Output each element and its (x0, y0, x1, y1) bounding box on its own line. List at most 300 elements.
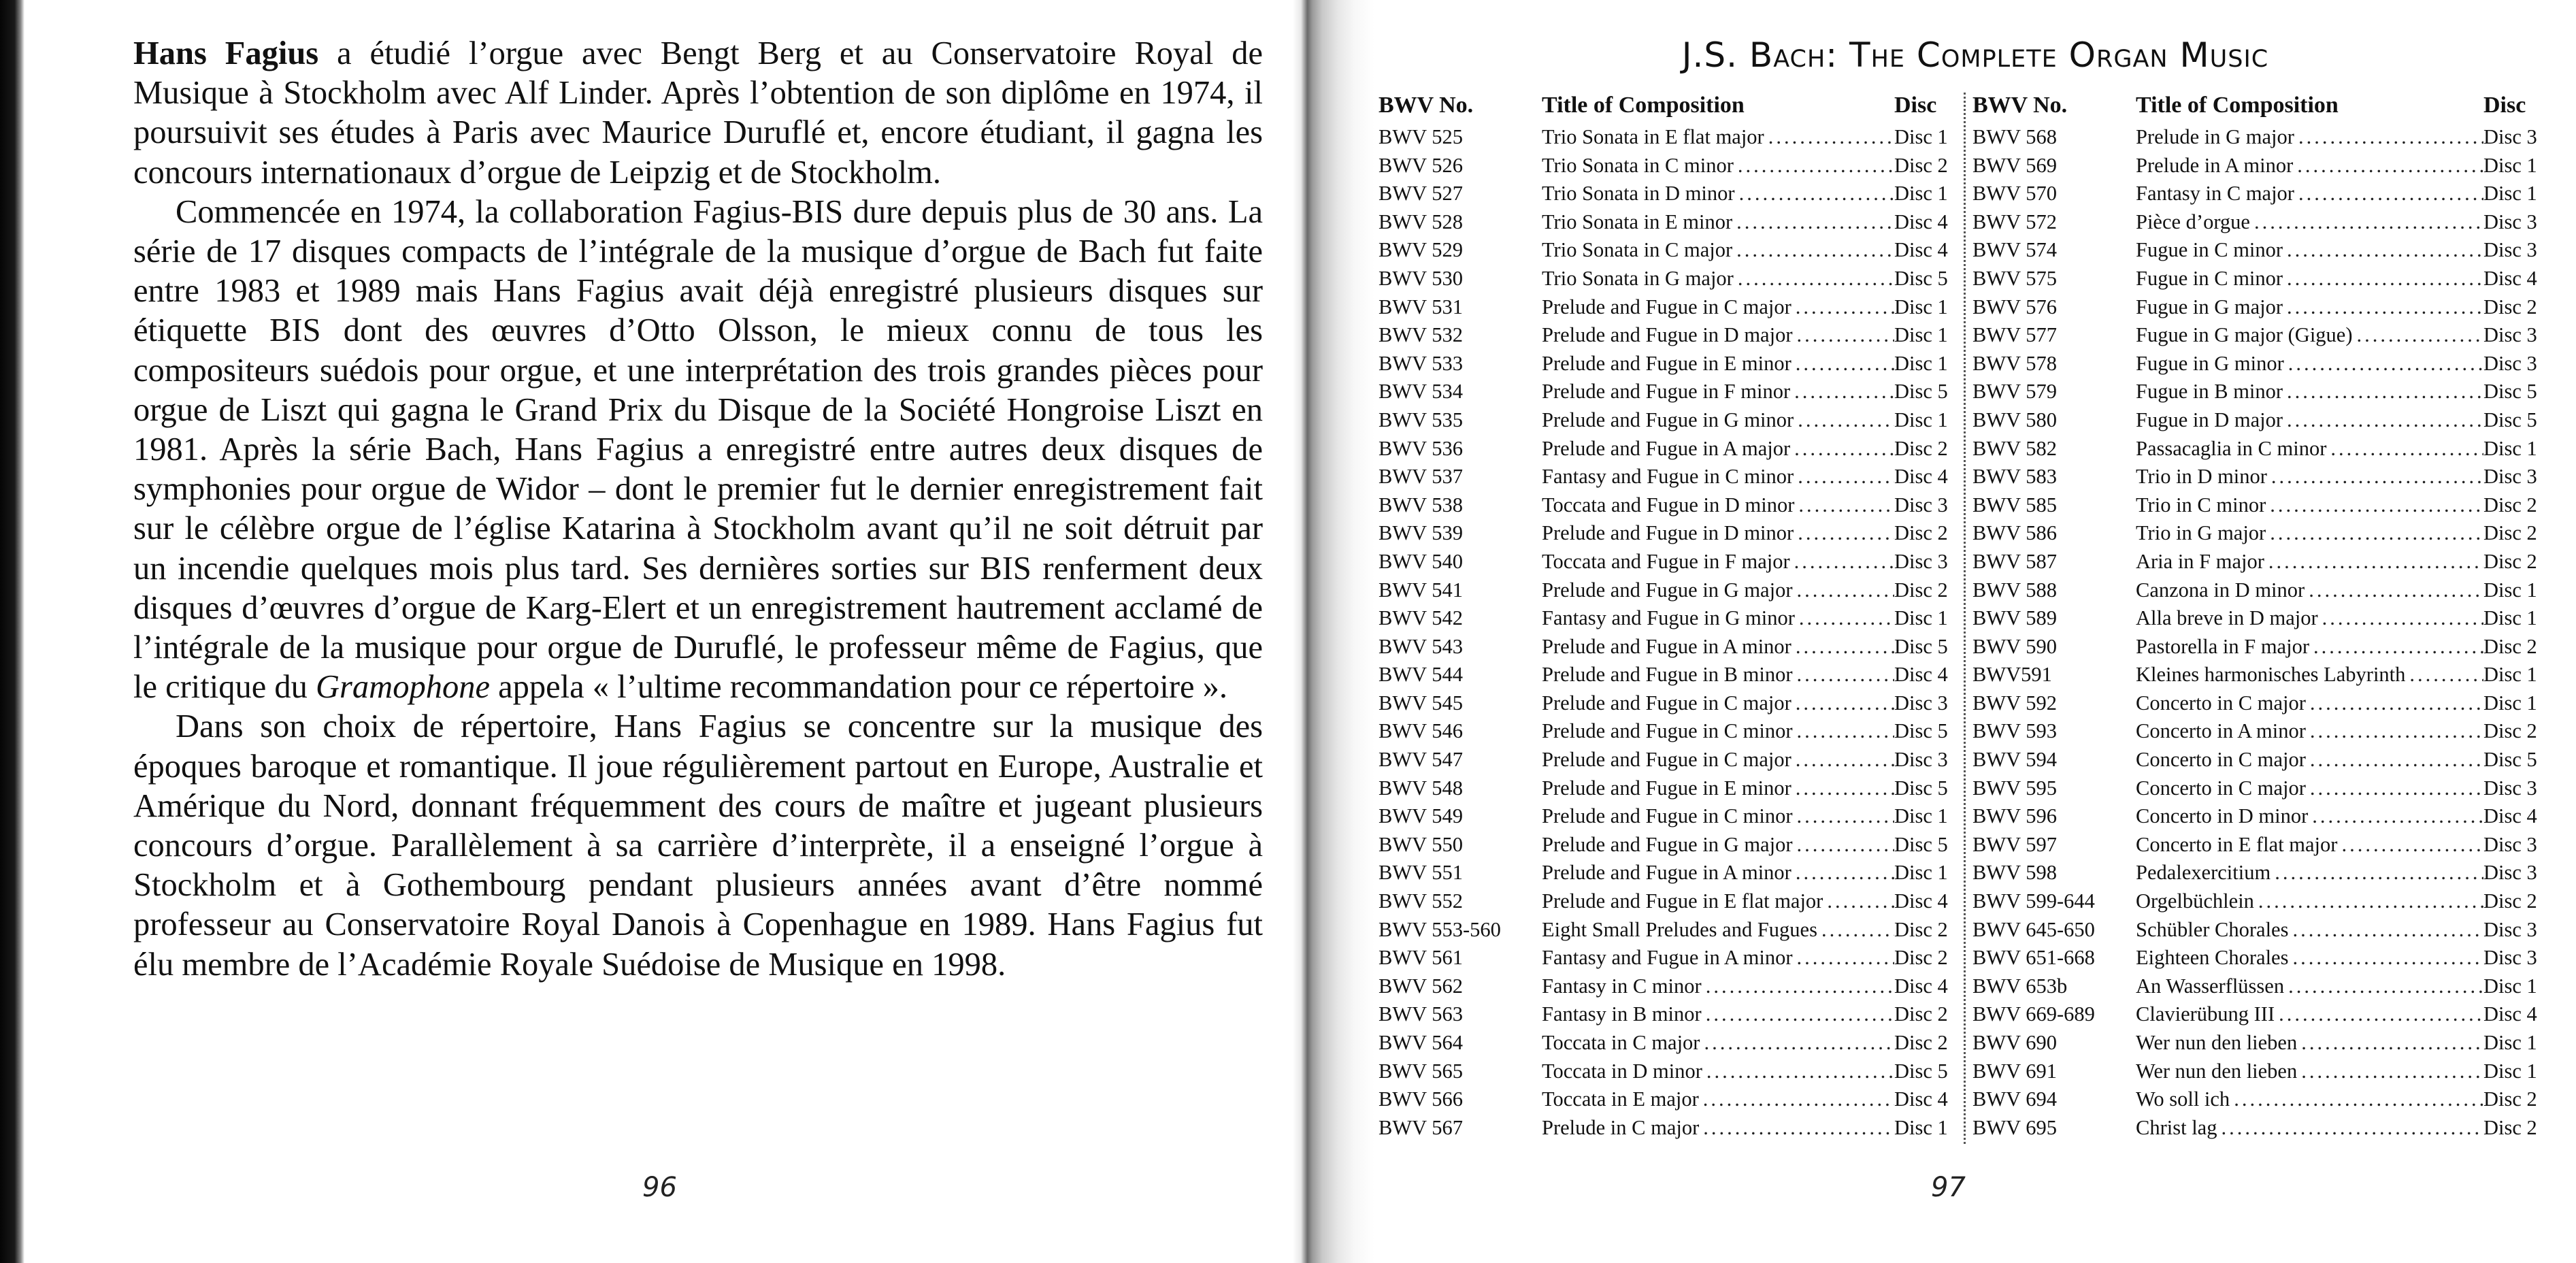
bwv-number: BWV 577 (1972, 323, 2057, 347)
disc-number: Disc 1 (1894, 295, 1948, 318)
composition-title (1542, 974, 1894, 998)
title-text: An Wasserflüssen (2136, 974, 2285, 998)
dot-leader (2301, 1060, 2483, 1083)
dot-leader (2287, 380, 2483, 404)
title-text: Prelude and Fugue in A minor (1542, 634, 1791, 658)
catalog-row (1972, 1002, 2549, 1031)
dot-leader (2254, 210, 2483, 234)
catalog-row (1972, 267, 2549, 295)
catalog-row (1972, 833, 2549, 862)
catalog-row (1378, 210, 1951, 239)
publication-name: Gramophone (316, 669, 490, 706)
composition-title (2136, 719, 2483, 743)
title-text: Fantasy and Fugue in C minor (1542, 465, 1794, 489)
bwv-number: BWV 566 (1378, 1087, 1463, 1111)
catalog-row (1972, 974, 2549, 1003)
title-text: Pastorella in F major (2136, 634, 2309, 658)
title-text: Wer nun den lieben (2136, 1059, 2298, 1083)
dot-leader (1706, 1060, 1894, 1083)
bwv-number: BWV 669-689 (1972, 1002, 2095, 1026)
title-text: Toccata in C major (1542, 1031, 1700, 1054)
header-disc: Disc (2483, 93, 2526, 118)
catalog-row (1972, 550, 2549, 578)
dot-leader (1799, 606, 1894, 630)
disc-number: Disc 2 (1894, 946, 1948, 970)
bwv-number: BWV 596 (1972, 804, 2057, 828)
bwv-number: BWV 579 (1972, 380, 2057, 404)
catalog-row (1972, 352, 2549, 380)
catalog-row (1972, 635, 2549, 663)
bwv-number: BWV 570 (1972, 182, 2057, 206)
disc-number: Disc 3 (1894, 691, 1948, 715)
bwv-number: BWV 551 (1378, 861, 1463, 885)
title-text: Fugue in G major (Gigue) (2136, 323, 2353, 347)
dot-leader (2309, 578, 2483, 602)
disc-number: Disc 4 (2483, 1002, 2537, 1026)
book-gutter (1293, 0, 1374, 1263)
dot-leader (1796, 691, 1894, 715)
catalog-row (1378, 804, 1951, 833)
disc-number: Disc 2 (2483, 549, 2537, 573)
title-text: Toccata in D minor (1542, 1059, 1702, 1083)
disc-number: Disc 3 (2483, 946, 2537, 970)
catalog-row (1378, 352, 1951, 380)
catalog-row (1378, 154, 1951, 182)
bwv-number: BWV 549 (1378, 804, 1463, 828)
composition-title (1542, 323, 1894, 347)
catalog-row (1378, 974, 1951, 1003)
catalog-row (1378, 918, 1951, 947)
title-text: Prelude and Fugue in D minor (1542, 521, 1794, 545)
disc-number: Disc 4 (1894, 1087, 1948, 1111)
disc-number: Disc 1 (2483, 663, 2537, 687)
title-text: Fugue in B minor (2136, 380, 2283, 404)
catalog-row (1378, 1002, 1951, 1031)
bwv-number: BWV 564 (1378, 1031, 1463, 1054)
title-text: Trio Sonata in D minor (1542, 182, 1735, 206)
title-text: Prelude and Fugue in C major (1542, 295, 1791, 318)
dot-leader (2341, 833, 2483, 857)
disc-number: Disc 1 (1894, 182, 1948, 206)
disc-number: Disc 3 (2483, 832, 2537, 856)
dot-leader (1768, 125, 1894, 149)
dot-leader (1798, 493, 1894, 517)
disc-number: Disc 2 (2483, 634, 2537, 658)
title-text: Fantasy in C major (2136, 182, 2294, 206)
catalog-row (1378, 606, 1951, 635)
catalog-row (1378, 776, 1951, 805)
bwv-number: BWV 542 (1378, 606, 1463, 630)
composition-title (2136, 578, 2483, 602)
dot-leader (2279, 1002, 2483, 1026)
bwv-number: BWV 538 (1378, 493, 1463, 516)
catalog-row (1378, 521, 1951, 550)
disc-number: Disc 3 (2483, 351, 2537, 375)
dot-leader (1821, 918, 1894, 942)
disc-number: Disc 4 (2483, 266, 2537, 290)
disc-number: Disc 4 (1894, 663, 1948, 687)
catalog-row (1972, 889, 2549, 918)
disc-number: Disc 3 (2483, 776, 2537, 800)
catalog-row (1972, 521, 2549, 550)
title-text: Prelude and Fugue in C major (1542, 748, 1791, 772)
dot-leader (2330, 437, 2483, 461)
disc-number: Disc 4 (1894, 974, 1948, 998)
title-text: Prelude and Fugue in C minor (1542, 804, 1793, 828)
catalog-row (1378, 465, 1951, 493)
dot-leader (1796, 776, 1894, 800)
catalog-row (1972, 946, 2549, 974)
title-text: Fantasy and Fugue in G minor (1542, 606, 1795, 630)
disc-number: Disc 5 (1894, 776, 1948, 800)
disc-number: Disc 1 (2483, 153, 2537, 177)
disc-number: Disc 5 (1894, 1059, 1948, 1083)
dot-leader (2297, 154, 2483, 178)
title-text: Prelude and Fugue in A minor (1542, 861, 1791, 885)
dot-leader (1797, 719, 1894, 743)
bwv-number: BWV 565 (1378, 1059, 1463, 1083)
bwv-number: BWV 531 (1378, 295, 1463, 318)
bwv-number: BWV 552 (1378, 889, 1463, 913)
bwv-number: BWV 562 (1378, 974, 1463, 998)
catalog-rows (1972, 125, 2549, 1144)
disc-number: Disc 4 (1894, 889, 1948, 913)
dot-leader (1796, 833, 1894, 857)
catalog-row (1378, 691, 1951, 720)
dot-leader (1798, 465, 1894, 489)
artist-name: Hans Fagius (133, 35, 319, 71)
title-text: Trio Sonata in G major (1542, 266, 1734, 290)
header-disc: Disc (1894, 93, 1937, 118)
composition-title (2136, 493, 2483, 517)
disc-number: Disc 1 (1894, 606, 1948, 630)
title-text: Alla breve in D major (2136, 606, 2318, 630)
catalog-row (1972, 663, 2549, 691)
disc-number: Disc 3 (2483, 465, 2537, 489)
title-text: Fantasy in C minor (1542, 974, 1702, 998)
catalog-row (1378, 323, 1951, 352)
bwv-number: BWV 645-650 (1972, 917, 2095, 941)
disc-number: Disc 3 (2483, 323, 2537, 347)
composition-title (1542, 465, 1894, 489)
composition-title (2136, 918, 2483, 942)
title-text: Prelude and Fugue in A major (1542, 436, 1791, 460)
catalog-row (1378, 1116, 1951, 1145)
disc-number: Disc 1 (1894, 861, 1948, 885)
composition-title (1542, 606, 1894, 630)
dot-leader (2287, 238, 2483, 262)
book-binding-edge (0, 0, 24, 1263)
title-text: Trio Sonata in E minor (1542, 210, 1733, 233)
dot-leader (2322, 606, 2483, 630)
bwv-number: BWV 595 (1972, 776, 2057, 800)
disc-number: Disc 2 (2483, 719, 2537, 743)
composition-title (1542, 210, 1894, 234)
title-text: Schübler Chorales (2136, 917, 2289, 941)
bwv-number: BWV 545 (1378, 691, 1463, 715)
catalog-row (1972, 918, 2549, 947)
title-text: Orgelbüchlein (2136, 889, 2254, 913)
disc-number: Disc 3 (1894, 549, 1948, 573)
title-text: Prelude and Fugue in E flat major (1542, 889, 1823, 913)
bwv-number: BWV 526 (1378, 153, 1463, 177)
title-text: Concerto in C major (2136, 776, 2306, 800)
dot-leader (1706, 1002, 1894, 1026)
composition-title (1542, 1060, 1894, 1083)
bwv-number: BWV 561 (1378, 946, 1463, 970)
composition-title (1542, 833, 1894, 857)
disc-number: Disc 1 (1894, 408, 1948, 431)
catalog-rows (1378, 125, 1951, 1144)
dot-leader (2298, 182, 2483, 206)
dot-leader (2258, 889, 2483, 913)
dot-leader (1798, 408, 1894, 432)
composition-title (1542, 295, 1894, 319)
bwv-number: BWV 576 (1972, 295, 2057, 318)
title-text: Wo soll ich (2136, 1087, 2230, 1111)
disc-number: Disc 1 (1894, 1115, 1948, 1139)
disc-number: Disc 3 (1894, 493, 1948, 516)
bwv-number: BWV 528 (1378, 210, 1463, 233)
catalog-row (1378, 861, 1951, 889)
catalog-row (1378, 1031, 1951, 1060)
title-text: Prelude and Fugue in C minor (1542, 719, 1793, 743)
disc-number: Disc 3 (2483, 210, 2537, 233)
composition-title (1542, 380, 1894, 404)
catalog-row (1972, 691, 2549, 720)
bwv-number: BWV 563 (1378, 1002, 1463, 1026)
composition-title (2136, 154, 2483, 178)
disc-number: Disc 5 (1894, 266, 1948, 290)
bwv-number: BWV 592 (1972, 691, 2057, 715)
bwv-number: BWV 593 (1972, 719, 2057, 743)
disc-number: Disc 2 (1894, 917, 1948, 941)
disc-number: Disc 2 (1894, 521, 1948, 545)
bwv-number: BWV 540 (1378, 549, 1463, 573)
dot-leader (2301, 1031, 2483, 1055)
dot-leader (1794, 437, 1894, 461)
catalog-row (1972, 295, 2549, 324)
dot-leader (1796, 352, 1894, 376)
catalog-row (1972, 578, 2549, 607)
composition-title (2136, 691, 2483, 715)
composition-title (2136, 1087, 2483, 1111)
title-text: Prelude and Fugue in D major (1542, 323, 1793, 347)
disc-number: Disc 1 (2483, 578, 2537, 602)
composition-title (2136, 323, 2483, 347)
title-text: Concerto in D minor (2136, 804, 2309, 828)
disc-number: Disc 5 (2483, 380, 2537, 404)
dot-leader (1796, 295, 1894, 319)
bwv-number: BWV 651-668 (1972, 946, 2095, 970)
composition-title (1542, 663, 1894, 687)
title-text: Prelude in C major (1542, 1115, 1700, 1139)
bwv-number: BWV 537 (1378, 465, 1463, 489)
header-bwv: BWV No. (1972, 93, 2068, 118)
dot-leader (2270, 521, 2483, 545)
catalog-row (1378, 1087, 1951, 1116)
composition-title (2136, 606, 2483, 630)
dot-leader (1736, 238, 1894, 262)
disc-number: Disc 1 (2483, 182, 2537, 206)
title-text: Trio Sonata in C major (1542, 238, 1733, 262)
disc-number: Disc 3 (2483, 238, 2537, 262)
bwv-number: BWV591 (1972, 663, 2052, 687)
disc-number: Disc 2 (2483, 521, 2537, 545)
composition-title (1542, 238, 1894, 262)
composition-title (1542, 748, 1894, 772)
catalog-row (1378, 550, 1951, 578)
catalog-row (1378, 437, 1951, 465)
catalog-header (1378, 93, 1951, 125)
title-text: Fantasy in B minor (1542, 1002, 1702, 1026)
catalog-row (1378, 1060, 1951, 1088)
dot-leader (2287, 295, 2483, 319)
bwv-number: BWV 582 (1972, 436, 2057, 460)
catalog-header (1972, 93, 2549, 125)
dot-leader (1797, 804, 1894, 828)
title-text: Pedalexercitium (2136, 861, 2271, 885)
title-text: Toccata and Fugue in F major (1542, 549, 1790, 573)
disc-number: Disc 2 (2483, 889, 2537, 913)
dot-leader (2287, 408, 2483, 432)
disc-number: Disc 1 (1894, 323, 1948, 347)
bwv-number: BWV 587 (1972, 549, 2057, 573)
composition-title (1542, 352, 1894, 376)
dot-leader (2275, 861, 2483, 885)
dot-leader (1797, 663, 1894, 687)
composition-title (2136, 776, 2483, 800)
composition-title (2136, 465, 2483, 489)
dot-leader (2268, 550, 2483, 574)
title-text: Fugue in D major (2136, 408, 2283, 431)
dot-leader (1798, 521, 1894, 545)
dot-leader (2292, 918, 2483, 942)
dot-leader (1738, 267, 1894, 291)
bwv-number: BWV 541 (1378, 578, 1463, 602)
catalog-row (1972, 125, 2549, 154)
title-text: Fugue in G major (2136, 295, 2283, 318)
header-bwv: BWV No. (1378, 93, 1474, 118)
dot-leader (1796, 748, 1894, 772)
bwv-number: BWV 567 (1378, 1115, 1463, 1139)
dot-leader (2271, 465, 2483, 489)
composition-title (1542, 182, 1894, 206)
dot-leader (2310, 776, 2483, 800)
composition-title (2136, 804, 2483, 828)
catalog-row (1972, 719, 2549, 748)
catalog-row (1378, 719, 1951, 748)
disc-number: Disc 2 (2483, 493, 2537, 516)
disc-number: Disc 1 (2483, 1031, 2537, 1054)
disc-number: Disc 5 (1894, 832, 1948, 856)
composition-title (2136, 1002, 2483, 1026)
bwv-number: BWV 525 (1378, 125, 1463, 148)
bwv-number: BWV 583 (1972, 465, 2057, 489)
bwv-number: BWV 585 (1972, 493, 2057, 516)
header-title: Title of Composition (1542, 93, 1745, 118)
disc-number: Disc 4 (1894, 210, 1948, 233)
catalog-row (1378, 663, 1951, 691)
dot-leader (2310, 748, 2483, 772)
composition-title (1542, 550, 1894, 574)
dot-leader (1703, 1116, 1894, 1140)
composition-title (1542, 267, 1894, 291)
title-text: Canzona in D minor (2136, 578, 2305, 602)
catalog-row (1972, 465, 2549, 493)
dot-leader (2312, 804, 2483, 828)
composition-title (2136, 861, 2483, 885)
title-text: Pièce d’orgue (2136, 210, 2250, 233)
catalog-row (1378, 833, 1951, 862)
dot-leader (2288, 352, 2483, 376)
bio-paragraph-1: Hans Fagius a étudié l’orgue avec Bengt Berg et au Conservatoire Royal de Musique à Stockholm avec Alf Linder. Après l’obtention de son diplôme en 1974, il poursuivit ses études à Paris avec Maurice Duruflé et, encore étudiant, il gagna les concours internationaux d’orgue de Leipzig et de Stockholm. (133, 35, 1263, 191)
catalog-row (1378, 635, 1951, 663)
disc-number: Disc 5 (2483, 748, 2537, 772)
bwv-number: BWV 586 (1972, 521, 2057, 545)
dot-leader (1704, 1031, 1894, 1055)
disc-number: Disc 1 (2483, 691, 2537, 715)
catalog-row (1378, 946, 1951, 974)
composition-title (2136, 408, 2483, 432)
bwv-number: BWV 550 (1378, 832, 1463, 856)
catalog-row (1378, 125, 1951, 154)
dot-leader (1796, 635, 1894, 659)
disc-number: Disc 1 (1894, 804, 1948, 828)
composition-title (1542, 946, 1894, 970)
title-text: Prelude and Fugue in G major (1542, 832, 1793, 856)
title-text: Toccata in E major (1542, 1087, 1699, 1111)
catalog-row (1972, 437, 2549, 465)
disc-number: Disc 5 (1894, 719, 1948, 743)
bwv-number: BWV 536 (1378, 436, 1463, 460)
composition-title (2136, 550, 2483, 574)
bwv-number: BWV 578 (1972, 351, 2057, 375)
disc-number: Disc 4 (1894, 465, 1948, 489)
dot-leader (1827, 889, 1894, 913)
disc-number: Disc 1 (2483, 974, 2537, 998)
bwv-number: BWV 534 (1378, 380, 1463, 404)
bwv-number: BWV 580 (1972, 408, 2057, 431)
bio-paragraph-3: Dans son choix de répertoire, Hans Fagius se concentre sur la musique des époques baroque et romantique. Il joue régulièrement partout en Europe, Australie et Amérique du Nord, donnant fréquemment des cours de maître et jugeant plusieurs concours d’orgue. Parallèlement à sa carrière d’interprète, il a enseigné l’orgue à Stockholm et à Gothembourg pendant plusieurs années avant d’être nommé professeur au Conservatoire Royal Danois à Copenhague en 1989. Hans Fagius fut élu membre de l’Académie Royale Suédoise de Musique en 1998. (133, 708, 1263, 983)
bwv-number: BWV 553-560 (1378, 917, 1501, 941)
composition-title (2136, 889, 2483, 913)
catalog-row (1378, 889, 1951, 918)
disc-number: Disc 1 (2483, 436, 2537, 460)
bwv-number: BWV 599-644 (1972, 889, 2095, 913)
dot-leader (2287, 267, 2483, 291)
catalog-row (1972, 748, 2549, 776)
dot-leader (2221, 1116, 2483, 1140)
composition-title (2136, 1116, 2483, 1140)
composition-title (2136, 182, 2483, 206)
disc-number: Disc 3 (2483, 861, 2537, 885)
composition-title (2136, 125, 2483, 149)
catalog-row (1972, 804, 2549, 833)
title-text: Passacaglia in C minor (2136, 436, 2327, 460)
title-text: Wer nun den lieben (2136, 1031, 2298, 1054)
bwv-number: BWV 695 (1972, 1115, 2057, 1139)
catalog-row (1972, 210, 2549, 239)
disc-number: Disc 4 (2483, 804, 2537, 828)
title-text: Fugue in C minor (2136, 266, 2283, 290)
dot-leader (1739, 182, 1894, 206)
dot-leader (2298, 125, 2483, 149)
disc-number: Disc 3 (1894, 748, 1948, 772)
composition-title (1542, 125, 1894, 149)
composition-title (1542, 578, 1894, 602)
composition-title (2136, 210, 2483, 234)
